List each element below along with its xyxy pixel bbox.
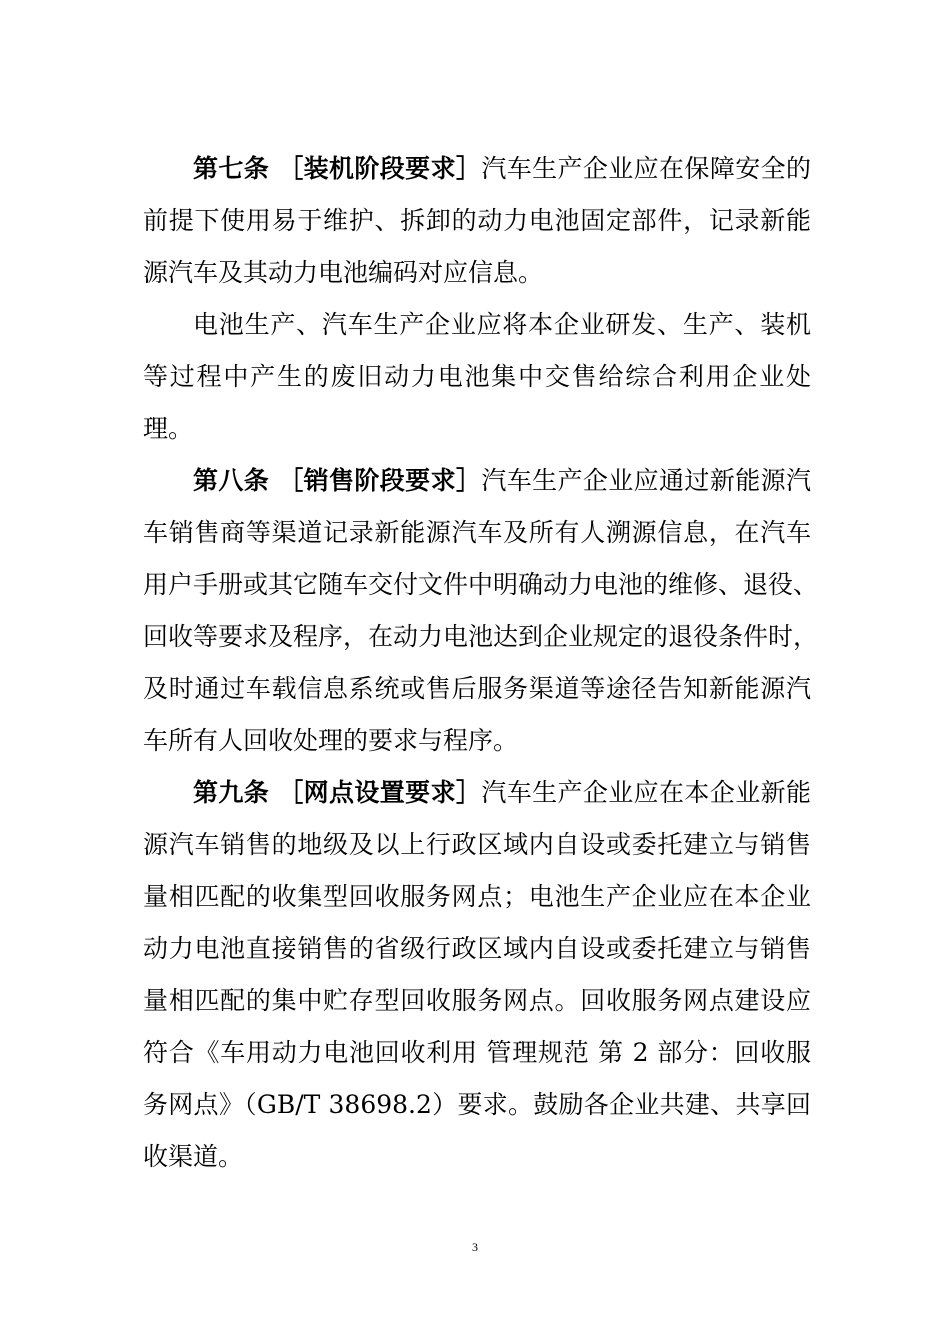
- article-7-p2-line-1: 电池生产、汽车生产企业应将本企业研发、生产、装机: [193, 310, 811, 339]
- article-9-line-1: [143, 767, 811, 819]
- article-8-paragraph: [143, 455, 819, 767]
- article-9-line-3: 量相匹配的收集型回收服务网点；电池生产企业应在本企业: [143, 882, 811, 911]
- article-7-p2-line-2: 等过程中产生的废旧动力电池集中交售给综合利用企业处: [143, 362, 811, 391]
- article-9-paragraph: [143, 767, 811, 1183]
- article-7-text-1: 汽车生产企业应在保障安全的: [481, 154, 811, 183]
- article-8-line-3: 用户手册或其它随车交付文件中明确动力电池的维修、退役、: [143, 570, 819, 599]
- article-8-line-1: [143, 455, 811, 507]
- article-9-line-8: 收渠道。: [143, 1142, 244, 1171]
- article-7-line-2: 前提下使用易于维护、拆卸的动力电池固定部件，记录新能: [143, 206, 811, 235]
- article-9-line-4: 动力电池直接销售的省级行政区域内自设或委托建立与销售: [143, 934, 811, 963]
- article-7-line-3: 源汽车及其动力电池编码对应信息。: [143, 258, 544, 287]
- article-9-line-5: 量相匹配的集中贮存型回收服务网点。回收服务网点建设应: [143, 986, 811, 1015]
- article-8-line-2: 车销售商等渠道记录新能源汽车及所有人溯源信息，在汽车: [143, 518, 811, 547]
- document-body: [143, 143, 819, 1183]
- article-7-heading: 第七条 ［装机阶段要求］: [193, 154, 482, 183]
- article-8-line-6: 车所有人回收处理的要求与程序。: [143, 726, 519, 755]
- article-9-line-7: 务网点》（GB/T 38698.2）要求。鼓励各企业共建、共享回: [143, 1090, 811, 1119]
- article-9-line-6: 符合《车用动力电池回收利用 管理规范 第 2 部分：回收服: [143, 1038, 811, 1067]
- page-number: 3: [472, 1240, 478, 1254]
- article-7-line-1: [143, 143, 811, 195]
- article-9-text-1: 汽车生产企业应在本企业新能: [481, 778, 811, 807]
- article-8-heading: 第八条 ［销售阶段要求］: [193, 466, 482, 495]
- article-8-text-1: 汽车生产企业应通过新能源汽: [481, 466, 811, 495]
- article-9-line-2: 源汽车销售的地级及以上行政区域内自设或委托建立与销售: [143, 830, 811, 859]
- article-8-line-4: 回收等要求及程序，在动力电池达到企业规定的退役条件时，: [143, 622, 819, 651]
- article-8-line-5: 及时通过车载信息系统或售后服务渠道等途径告知新能源汽: [143, 674, 811, 703]
- article-7-p2-line-3: 理。: [143, 414, 194, 443]
- article-7-paragraph: [143, 143, 811, 299]
- article-9-heading: 第九条 ［网点设置要求］: [193, 778, 482, 807]
- article-7-second-paragraph: [143, 299, 811, 455]
